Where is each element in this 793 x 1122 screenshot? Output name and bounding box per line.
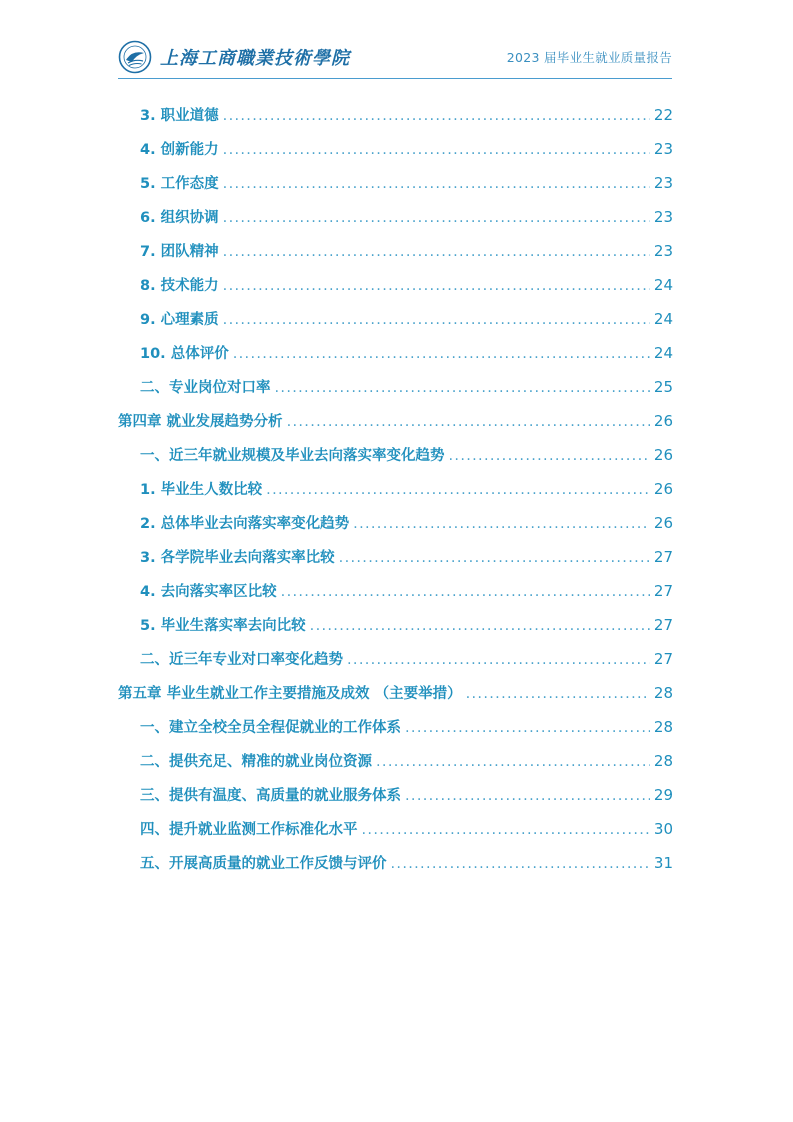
toc-dot-leader [353,507,650,541]
toc-dot-leader [223,167,650,201]
toc-entry[interactable] [118,166,673,200]
toc-page-number: 28 [653,684,673,702]
toc-dot-leader [275,371,650,405]
table-of-contents [118,98,673,880]
toc-entry[interactable] [118,472,673,506]
toc-dot-leader [287,405,650,439]
toc-entry-title: 4. 创新能力 [140,142,219,158]
toc-entry-title: 一、近三年就业规模及毕业去向落实率变化趋势 [140,448,445,464]
toc-dot-leader [405,779,650,813]
toc-entry[interactable] [118,268,673,302]
toc-entry-title: 7. 团队精神 [140,244,219,260]
toc-entry[interactable] [118,98,673,132]
toc-page-number: 24 [653,344,673,362]
toc-page-number: 23 [653,140,673,158]
toc-page-number: 27 [653,650,673,668]
toc-entry[interactable] [118,846,673,880]
toc-entry[interactable] [118,744,673,778]
toc-entry-title: 3. 职业道德 [140,108,219,124]
toc-page-number: 28 [653,718,673,736]
toc-dot-leader [233,337,650,371]
toc-entry-title: 6. 组织协调 [140,210,219,226]
toc-entry-title: 第四章 就业发展趋势分析 [118,414,283,430]
toc-entry[interactable] [118,132,673,166]
toc-entry-title: 5. 工作态度 [140,176,219,192]
toc-entry-title: 第五章 毕业生就业工作主要措施及成效 （主要举措） [118,686,462,702]
toc-entry[interactable] [118,404,673,438]
toc-entry[interactable] [118,540,673,574]
toc-page-number: 28 [653,752,673,770]
toc-entry-title: 3. 各学院毕业去向落实率比较 [140,550,335,566]
toc-dot-leader [223,235,650,269]
toc-dot-leader [466,677,650,711]
toc-entry-title: 10. 总体评价 [140,346,229,362]
toc-entry[interactable] [118,778,673,812]
toc-dot-leader [223,303,650,337]
toc-dot-leader [223,99,650,133]
report-title: 2023 届毕业生就业质量报告 [506,50,672,65]
toc-entry-title: 9. 心理素质 [140,312,219,328]
toc-entry-title: 二、提供充足、精准的就业岗位资源 [140,754,372,770]
school-logo [118,40,350,74]
toc-page-number: 23 [653,208,673,226]
toc-entry[interactable] [118,506,673,540]
header-divider [118,78,672,79]
toc-entry[interactable] [118,302,673,336]
toc-page-number: 24 [653,276,673,294]
toc-entry-title: 1. 毕业生人数比较 [140,482,263,498]
toc-page-number: 29 [653,786,673,804]
toc-entry-title: 2. 总体毕业去向落实率变化趋势 [140,516,350,532]
school-name: 上海工商職業技術學院 [160,48,350,69]
toc-entry-title: 三、提供有温度、高质量的就业服务体系 [140,788,401,804]
toc-dot-leader [362,813,650,847]
toc-page-number: 22 [653,106,673,124]
toc-dot-leader [376,745,650,779]
toc-entry[interactable] [118,438,673,472]
toc-dot-leader [266,473,650,507]
toc-page-number: 26 [653,514,673,532]
toc-page-number: 27 [653,582,673,600]
toc-dot-leader [281,575,650,609]
toc-dot-leader [223,201,650,235]
toc-page-number: 30 [653,820,673,838]
toc-entry[interactable] [118,234,673,268]
toc-page-number: 23 [653,174,673,192]
toc-dot-leader [347,643,650,677]
school-emblem-icon [118,40,152,74]
toc-entry[interactable] [118,642,673,676]
toc-dot-leader [449,439,650,473]
toc-page-number: 26 [653,412,673,430]
toc-entry-title: 四、提升就业监测工作标准化水平 [140,822,358,838]
toc-entry-title: 二、专业岗位对口率 [140,380,271,396]
toc-entry[interactable] [118,710,673,744]
toc-entry-title: 4. 去向落实率区比较 [140,584,277,600]
toc-dot-leader [223,133,650,167]
toc-entry-title: 二、近三年专业对口率变化趋势 [140,652,343,668]
toc-entry[interactable] [118,200,673,234]
toc-dot-leader [391,847,650,881]
toc-entry-title: 5. 毕业生落实率去向比较 [140,618,306,634]
toc-entry-title: 一、建立全校全员全程促就业的工作体系 [140,720,401,736]
toc-entry[interactable] [118,336,673,370]
toc-dot-leader [339,541,650,575]
toc-entry[interactable] [118,676,673,710]
toc-dot-leader [310,609,650,643]
toc-page-number: 31 [653,854,673,872]
toc-entry[interactable] [118,370,673,404]
page-header [0,0,793,80]
toc-page-number: 24 [653,310,673,328]
toc-entry[interactable] [118,574,673,608]
toc-page-number: 26 [653,480,673,498]
toc-page-number: 27 [653,616,673,634]
toc-entry[interactable] [118,812,673,846]
toc-entry-title: 8. 技术能力 [140,278,219,294]
toc-page-number: 23 [653,242,673,260]
toc-dot-leader [405,711,650,745]
toc-entry[interactable] [118,608,673,642]
toc-page-number: 27 [653,548,673,566]
toc-entry-title: 五、开展高质量的就业工作反馈与评价 [140,856,387,872]
toc-page-number: 25 [653,378,673,396]
toc-dot-leader [223,269,650,303]
toc-page-number: 26 [653,446,673,464]
